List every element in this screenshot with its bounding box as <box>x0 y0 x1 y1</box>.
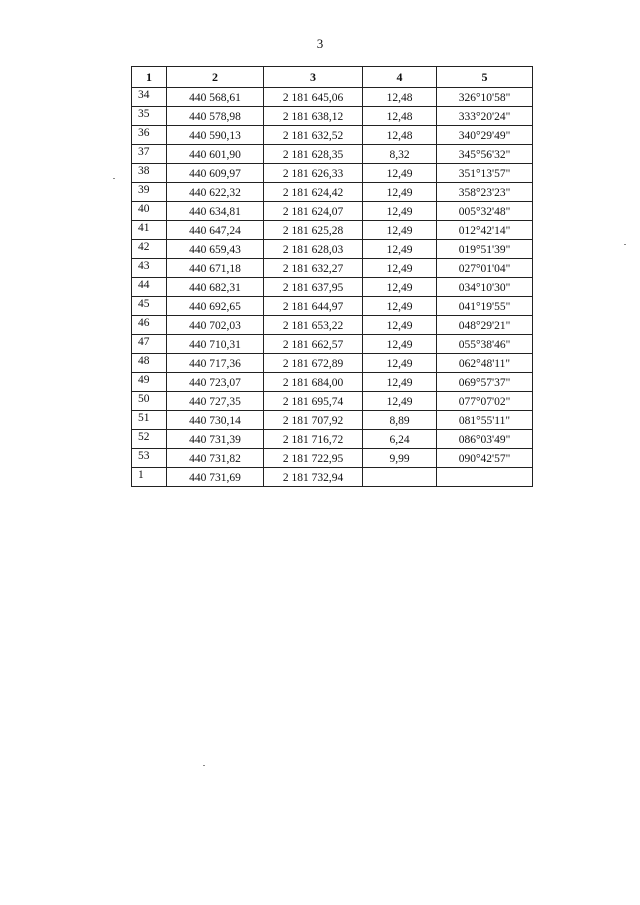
table-cell-col-4: 12,49 <box>363 297 437 316</box>
table-cell-col-2: 440 717,36 <box>167 354 264 373</box>
table-row <box>132 316 533 335</box>
table-row <box>132 411 533 430</box>
table-cell-col-4 <box>363 468 437 487</box>
table-cell-col-4: 12,48 <box>363 126 437 145</box>
table-cell-col-2: 440 731,39 <box>167 430 264 449</box>
table-cell-col-4: 12,49 <box>363 164 437 183</box>
table-row <box>132 468 533 487</box>
table-cell-col-5: 062°48'11" <box>437 354 533 373</box>
table-cell-col-3: 2 181 624,07 <box>264 202 363 221</box>
table-cell-col-5: 055°38'46" <box>437 335 533 354</box>
header-col-2: 2 <box>167 67 264 88</box>
table-cell-col-4: 12,49 <box>363 259 437 278</box>
table-cell-col-5: 090°42'57" <box>437 449 533 468</box>
header-col-3: 3 <box>264 67 363 88</box>
table-cell-col-3: 2 181 722,95 <box>264 449 363 468</box>
table-cell-col-2: 440 647,24 <box>167 221 264 240</box>
table-cell-col-1: 40 <box>132 202 167 221</box>
table-row <box>132 335 533 354</box>
table-cell-col-5: 048°29'21" <box>437 316 533 335</box>
table-cell-col-2: 440 727,35 <box>167 392 264 411</box>
table-cell-col-2: 440 622,32 <box>167 183 264 202</box>
table-header-row <box>132 67 533 88</box>
table-cell-col-4: 12,49 <box>363 316 437 335</box>
table-cell-col-4: 12,49 <box>363 373 437 392</box>
table-cell-col-1: 52 <box>132 430 167 449</box>
table-cell-col-3: 2 181 645,06 <box>264 88 363 107</box>
table-cell-col-5: 041°19'55" <box>437 297 533 316</box>
table-row <box>132 183 533 202</box>
table-cell-col-4: 12,49 <box>363 392 437 411</box>
table-cell-col-3: 2 181 632,52 <box>264 126 363 145</box>
table-cell-col-1: 37 <box>132 145 167 164</box>
table-cell-col-2: 440 702,03 <box>167 316 264 335</box>
table-cell-col-3: 2 181 732,94 <box>264 468 363 487</box>
table-cell-col-5: 077°07'02" <box>437 392 533 411</box>
table-cell-col-5: 027°01'04" <box>437 259 533 278</box>
table-cell-col-2: 440 730,14 <box>167 411 264 430</box>
table-cell-col-2: 440 634,81 <box>167 202 264 221</box>
table-body <box>132 88 533 487</box>
scan-speck <box>113 178 115 179</box>
table-cell-col-5: 345°56'32" <box>437 145 533 164</box>
table-cell-col-1: 44 <box>132 278 167 297</box>
table-row <box>132 202 533 221</box>
table-cell-col-1: 1 <box>132 468 167 487</box>
table-cell-col-5 <box>437 468 533 487</box>
table-row <box>132 430 533 449</box>
table-cell-col-3: 2 181 628,03 <box>264 240 363 259</box>
table-cell-col-3: 2 181 695,74 <box>264 392 363 411</box>
table-cell-col-3: 2 181 637,95 <box>264 278 363 297</box>
table-cell-col-1: 48 <box>132 354 167 373</box>
table-row <box>132 145 533 164</box>
table-cell-col-1: 39 <box>132 183 167 202</box>
table-row <box>132 164 533 183</box>
table-cell-col-2: 440 609,97 <box>167 164 264 183</box>
table-cell-col-5: 069°57'37" <box>437 373 533 392</box>
table-cell-col-2: 440 723,07 <box>167 373 264 392</box>
table-cell-col-3: 2 181 707,92 <box>264 411 363 430</box>
table-cell-col-4: 12,49 <box>363 354 437 373</box>
table-row <box>132 354 533 373</box>
table-cell-col-5: 351°13'57" <box>437 164 533 183</box>
table-cell-col-4: 12,49 <box>363 278 437 297</box>
table-cell-col-5: 012°42'14" <box>437 221 533 240</box>
table-cell-col-2: 440 692,65 <box>167 297 264 316</box>
table-cell-col-1: 46 <box>132 316 167 335</box>
table-cell-col-1: 34 <box>132 88 167 107</box>
table-row <box>132 278 533 297</box>
table-cell-col-2: 440 682,31 <box>167 278 264 297</box>
table-cell-col-5: 081°55'11" <box>437 411 533 430</box>
table-cell-col-1: 36 <box>132 126 167 145</box>
table-cell-col-1: 43 <box>132 259 167 278</box>
table-row <box>132 221 533 240</box>
table-cell-col-5: 005°32'48" <box>437 202 533 221</box>
table-cell-col-2: 440 568,61 <box>167 88 264 107</box>
scan-speck <box>203 765 205 766</box>
table-row <box>132 259 533 278</box>
table-cell-col-2: 440 671,18 <box>167 259 264 278</box>
table-cell-col-5: 019°51'39" <box>437 240 533 259</box>
table-cell-col-1: 47 <box>132 335 167 354</box>
table-cell-col-3: 2 181 716,72 <box>264 430 363 449</box>
table-cell-col-4: 12,49 <box>363 183 437 202</box>
table-cell-col-1: 41 <box>132 221 167 240</box>
table-cell-col-4: 9,99 <box>363 449 437 468</box>
table-cell-col-3: 2 181 672,89 <box>264 354 363 373</box>
table-cell-col-2: 440 601,90 <box>167 145 264 164</box>
table-row <box>132 107 533 126</box>
table-cell-col-2: 440 710,31 <box>167 335 264 354</box>
table-cell-col-3: 2 181 626,33 <box>264 164 363 183</box>
table-cell-col-1: 35 <box>132 107 167 126</box>
table-cell-col-4: 6,24 <box>363 430 437 449</box>
table-cell-col-3: 2 181 624,42 <box>264 183 363 202</box>
table-cell-col-1: 49 <box>132 373 167 392</box>
table-row <box>132 373 533 392</box>
header-col-1: 1 <box>132 67 167 88</box>
table-cell-col-2: 440 590,13 <box>167 126 264 145</box>
page-number: 3 <box>316 36 324 51</box>
table-row <box>132 88 533 107</box>
table-cell-col-4: 12,49 <box>363 202 437 221</box>
header-col-4: 4 <box>363 67 437 88</box>
table-row <box>132 449 533 468</box>
table-cell-col-5: 358°23'23" <box>437 183 533 202</box>
table-cell-col-4: 12,49 <box>363 335 437 354</box>
table-row <box>132 392 533 411</box>
table-cell-col-2: 440 659,43 <box>167 240 264 259</box>
table-cell-col-3: 2 181 628,35 <box>264 145 363 164</box>
table-cell-col-2: 440 578,98 <box>167 107 264 126</box>
table-cell-col-1: 53 <box>132 449 167 468</box>
table-cell-col-5: 340°29'49" <box>437 126 533 145</box>
table-cell-col-1: 38 <box>132 164 167 183</box>
table-cell-col-5: 326°10'58" <box>437 88 533 107</box>
coordinates-table <box>131 66 533 487</box>
header-col-5: 5 <box>437 67 533 88</box>
table-cell-col-4: 12,48 <box>363 107 437 126</box>
table-cell-col-1: 45 <box>132 297 167 316</box>
table-cell-col-5: 034°10'30" <box>437 278 533 297</box>
table-cell-col-3: 2 181 632,27 <box>264 259 363 278</box>
table-row <box>132 126 533 145</box>
table-cell-col-3: 2 181 638,12 <box>264 107 363 126</box>
table-row <box>132 297 533 316</box>
table-cell-col-1: 51 <box>132 411 167 430</box>
table-cell-col-4: 12,49 <box>363 240 437 259</box>
table-cell-col-4: 12,48 <box>363 88 437 107</box>
table-cell-col-1: 42 <box>132 240 167 259</box>
table-cell-col-2: 440 731,69 <box>167 468 264 487</box>
table-cell-col-4: 12,49 <box>363 221 437 240</box>
table-cell-col-3: 2 181 653,22 <box>264 316 363 335</box>
scan-speck <box>624 244 626 245</box>
table-cell-col-2: 440 731,82 <box>167 449 264 468</box>
table-cell-col-5: 086°03'49" <box>437 430 533 449</box>
table-cell-col-4: 8,32 <box>363 145 437 164</box>
table-cell-col-3: 2 181 625,28 <box>264 221 363 240</box>
table-cell-col-3: 2 181 662,57 <box>264 335 363 354</box>
table-cell-col-4: 8,89 <box>363 411 437 430</box>
table-cell-col-3: 2 181 684,00 <box>264 373 363 392</box>
table-cell-col-3: 2 181 644,97 <box>264 297 363 316</box>
table-cell-col-1: 50 <box>132 392 167 411</box>
table-cell-col-5: 333°20'24" <box>437 107 533 126</box>
table-row <box>132 240 533 259</box>
